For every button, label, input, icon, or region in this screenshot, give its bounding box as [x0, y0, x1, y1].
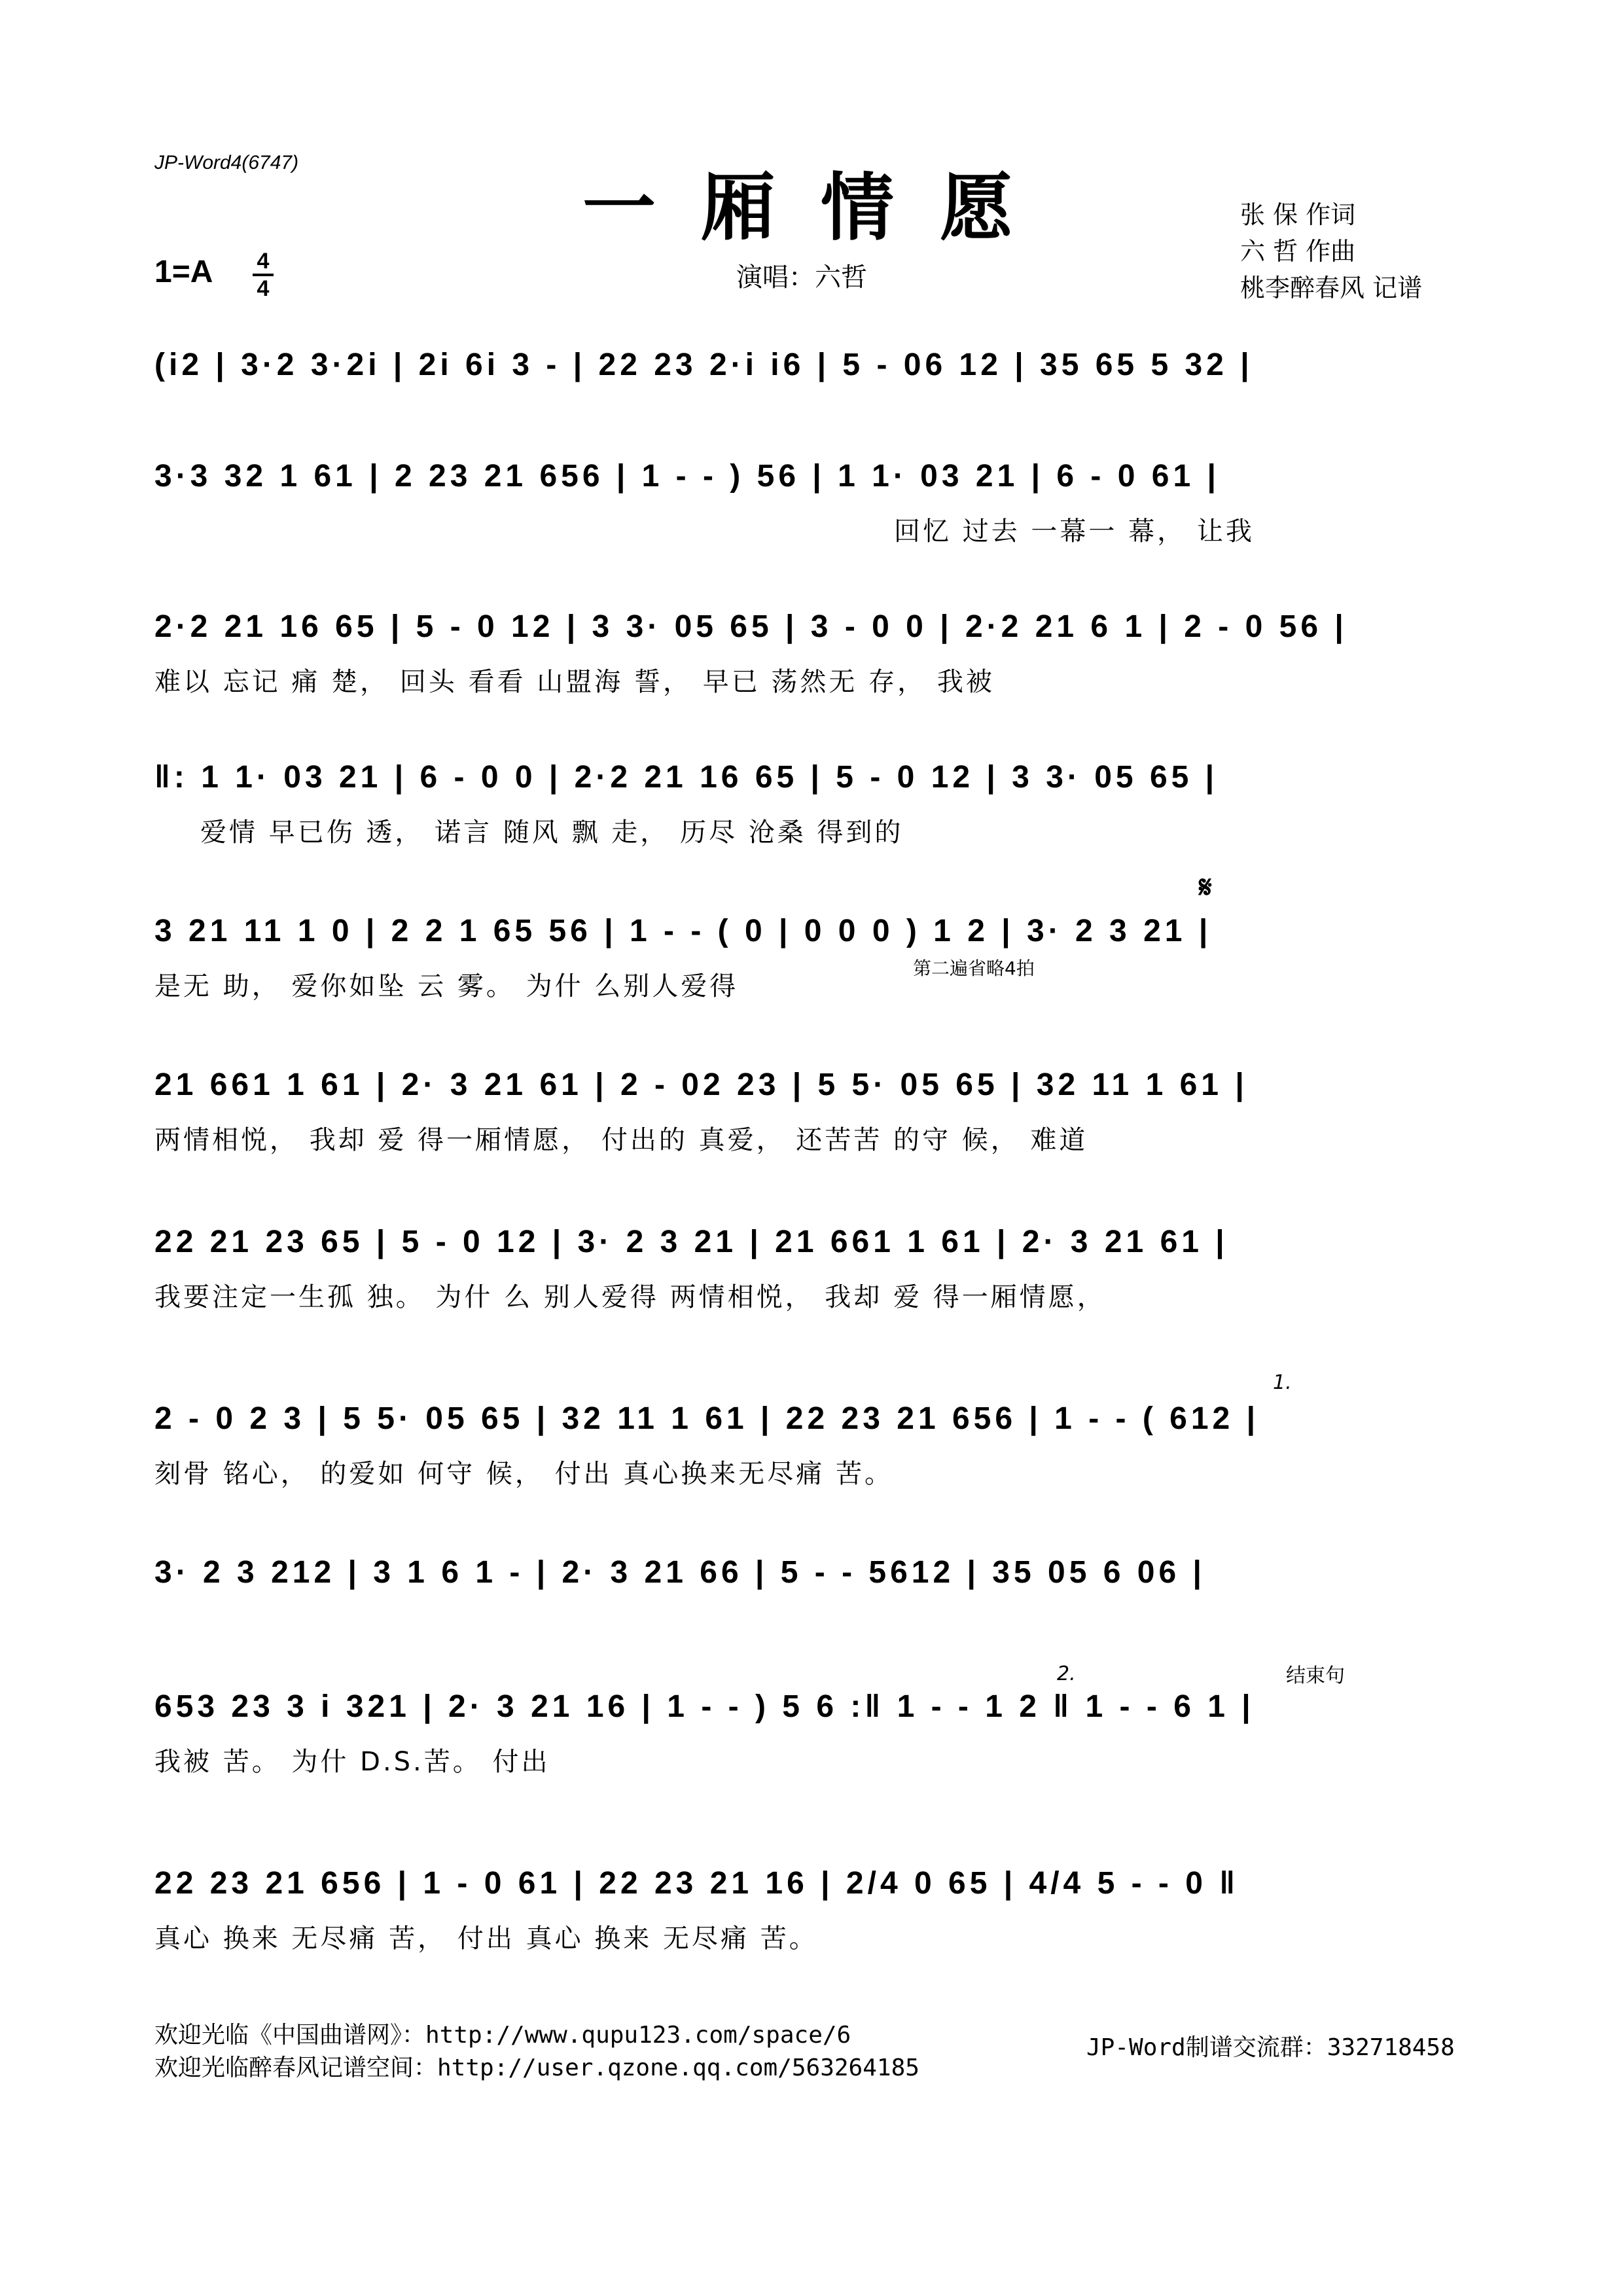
qq-group: JP-Word制谱交流群：332718458 — [1086, 2034, 1455, 2061]
lyrics-line: 两情相悦， 我却 爱 得一厢情愿， 付出的 真爱， 还苦苦 的守 候， 难道 — [154, 1125, 1088, 1155]
notation-line: 21 661 1 61 | 2· 3 21 61 | 2 - 02 23 | 5 5· 05 65 | 32 11 1 61 | — [154, 1067, 1248, 1102]
time-signature — [253, 250, 274, 300]
transcriber-credit: 桃李醉春风 记谱 — [1240, 274, 1423, 302]
segno-sign: 𝄋 — [1199, 869, 1212, 905]
notation-line: 653 23 3 i 321 | 2· 3 21 16 | 1 - - ) 5 6 :‖ 1 - - 1 2 ‖ 1 - - 6 1 | — [154, 1689, 1255, 1724]
time-signature-top: 4 — [257, 249, 270, 274]
composer-credit: 六 哲 作曲 — [1240, 237, 1356, 266]
notation-line: 3·3 32 1 61 | 2 23 21 656 | 1 - - ) 56 | 1 1· 03 21 | 6 - 0 61 | — [154, 459, 1220, 493]
lyrics-line: 我要注定一生孤 独。 为什 么 别人爱得 两情相悦， 我却 爱 得一厢情愿， — [154, 1282, 1106, 1312]
notation-line: 22 23 21 656 | 1 - 0 61 | 22 23 21 16 | 2/4 0 65 | 4/4 5 - - 0 ‖ — [154, 1866, 1240, 1901]
lyrics-line: 真心 换来 无尽痛 苦， 付出 真心 换来 无尽痛 苦。 — [154, 1924, 818, 1954]
credits-block — [1240, 196, 1422, 306]
lyrics-line: 爱情 早已伤 透， 诺言 随风 飘 走， 历尽 沧桑 得到的 — [200, 817, 904, 848]
key-signature: 1=A — [154, 255, 213, 289]
notation-line: 2 - 0 2 3 | 5 5· 05 65 | 32 11 1 61 | 22 23 21 656 | 1 - - ( 612 | — [154, 1401, 1260, 1436]
lyrics-line: 回忆 过去 一幕一 幕， 让我 — [894, 516, 1255, 547]
footer-line-2: 欢迎光临醉春风记谱空间：http://user.qzone.qq.com/563264185 — [154, 2054, 919, 2081]
time-signature-bottom: 4 — [257, 276, 270, 301]
lyrics-line: 是无 助， 爱你如坠 云 雾。 为什 么别人爱得 — [154, 971, 739, 1001]
notation-line: 3 21 11 1 0 | 2 2 1 65 56 | 1 - - ( 0 | 0 0 0 ) 1 2 | 3· 2 3 21 | — [154, 914, 1212, 948]
first-ending-marker: 1. — [1273, 1371, 1292, 1394]
lyrics-line: 我被 苦。 为什 D.S.苦。 付出 — [154, 1747, 550, 1777]
coda-label: 结束句 — [1286, 1664, 1345, 1687]
repeat-instruction: 第二遍省略4拍 — [913, 958, 1035, 979]
song-title: 一厢情愿 — [582, 165, 1059, 251]
footer-line-1: 欢迎光临《中国曲谱网》：http://www.qupu123.com/space/6 — [154, 2022, 851, 2049]
lyrics-line: 刻骨 铭心， 的爱如 何守 候， 付出 真心换来无尽痛 苦。 — [154, 1459, 894, 1489]
notation-line: 22 21 23 65 | 5 - 0 12 | 3· 2 3 21 | 21 661 1 61 | 2· 3 21 61 | — [154, 1225, 1228, 1259]
second-ending-marker: 2. — [1057, 1662, 1076, 1685]
notation-line: ‖: 1 1· 03 21 | 6 - 0 0 | 2·2 21 16 65 | 5 - 0 12 | 3 3· 05 65 | — [154, 760, 1219, 795]
footer-links — [154, 2019, 919, 2085]
notation-line: 3· 2 3 212 | 3 1 6 1 - | 2· 3 21 66 | 5 - - 5612 | 35 05 6 06 | — [154, 1555, 1205, 1590]
notation-line: 2·2 21 16 65 | 5 - 0 12 | 3 3· 05 65 | 3 - 0 0 | 2·2 21 6 1 | 2 - 0 56 | — [154, 609, 1347, 644]
lyricist-credit: 张 保 作词 — [1240, 200, 1356, 229]
software-version: JP-Word4(6747) — [154, 152, 299, 173]
notation-line: (i2 | 3·2 3·2i | 2i 6i 3 - | 22 23 2·i i6 | 5 - 06 12 | 35 65 5 32 | — [154, 348, 1253, 382]
singer-credit: 演唱：六哲 — [736, 262, 867, 293]
lyrics-line: 难以 忘记 痛 楚， 回头 看看 山盟海 誓， 早已 荡然无 存， 我被 — [154, 667, 995, 697]
